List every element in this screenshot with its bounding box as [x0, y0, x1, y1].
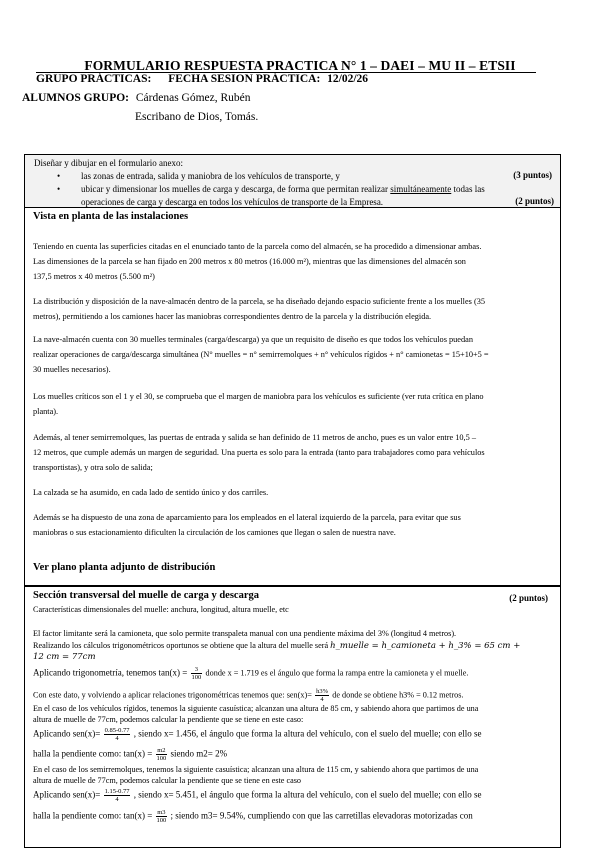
main-heading: Vista en planta de las instalaciones — [33, 211, 189, 222]
task-bullet-1-points: (3 puntos) — [513, 170, 552, 180]
paragraph-line: 30 muelles necesarios). — [33, 365, 111, 374]
section-line: En el caso de los semirremolques, tenemos la siguiente casuística; alcanzan una altura de 115 cm, y sabiendo ahora que partimos de una — [33, 765, 479, 774]
fecha-label: FECHA SESION PRÁCTICA: — [168, 73, 321, 85]
task-bullet-2 — [81, 183, 485, 196]
section-line — [33, 639, 520, 653]
section-points: (2 puntos) — [509, 593, 548, 603]
paragraph-line: transportistas), y otra solo de salida; — [33, 463, 153, 472]
denominator: 4 — [115, 796, 119, 803]
formula-h-muelle: h_muelle = h_camioneta + h_3% = 65 cm + — [330, 641, 521, 651]
alumno-1: Cárdenas Gómez, Rubén — [135, 92, 251, 104]
grupo-line — [36, 73, 382, 85]
numerator: h3% — [316, 688, 328, 695]
task-bullet-2-line2: operaciones de carga y descarga en todos los vehículos de transporte de la Empresa. — [81, 197, 384, 207]
section-line — [33, 747, 227, 762]
paragraph — [33, 485, 555, 500]
section-line — [33, 688, 464, 703]
task-bullet-2-text: ubicar y dimensionar los muelles de carga y descarga, de forma que permitan realizar — [81, 184, 389, 194]
task-box — [24, 154, 561, 208]
section-line: altura de muelle de 77cm, podemos calcular la pendiente que se tiene en este caso: — [33, 715, 304, 724]
denominator: 100 — [156, 817, 167, 824]
paragraph — [33, 389, 555, 419]
paragraph-line: Además, al tener semirremolques, las puertas de entrada y salida se han definido de 11 metros de ancho, pues es un valor entre 10,5 – — [33, 433, 476, 442]
section-text: Realizando los cálculos trigonométricos oportunos se obtiene que la altura del muelle será — [33, 641, 329, 650]
task-bullet-2-underline: simultáneamente — [390, 184, 452, 194]
formula-result: 12 cm = 77cm — [33, 652, 96, 662]
section-text: halla la pendiente como: tan(x) = — [33, 810, 153, 821]
fraction — [156, 747, 168, 762]
paragraph-line: Además se ha dispuesto de una zona de aparcamiento para los empleados en el lateral izquierdo de la parcela, para evitar que sus — [33, 513, 461, 522]
paragraph-line: maniobras o sus estacionamiento dificulten la circulación de los camiones que llegan o salen de nuestra nave. — [33, 528, 396, 537]
denominator: 4 — [320, 696, 324, 703]
numerator: 3 — [191, 666, 203, 674]
fraction — [104, 727, 131, 742]
fraction — [104, 788, 131, 803]
paragraph — [33, 239, 555, 284]
main-box — [24, 208, 561, 586]
section-line: En el caso de los vehículos rígidos, tenemos la siguiente casuística; alcanzan una altura de 85 cm, y sabiendo ahora que partimos de una — [33, 704, 479, 713]
section-text: halla la pendiente como: tan(x) = — [33, 748, 153, 759]
task-intro: Diseñar y dibujar en el formulario anexo: — [34, 158, 183, 168]
numerator: m2 — [157, 747, 166, 754]
bullet-dot: • — [57, 171, 61, 181]
fraction — [315, 688, 329, 703]
task-bullet-2-tail: todas las — [453, 184, 485, 194]
denominator: 100 — [191, 674, 202, 681]
bullet-dot: • — [57, 184, 61, 194]
section-line: altura de muelle de 77cm, podemos calcular la pendiente que se tiene en este caso — [33, 776, 302, 785]
grupo-label: GRUPO PRÁCTICAS: — [36, 73, 152, 85]
section-text: Aplicando sen(x)= — [33, 789, 101, 800]
paragraph — [33, 294, 555, 324]
fraction — [191, 666, 203, 681]
section-text: donde x = 1.719 es el ángulo que forma la rampa entre la camioneta y el muelle. — [205, 668, 469, 678]
paragraph-line: realizar operaciones de carga/descarga simultánea (N° muelles = n° semirremolques + n° vehículos rígidos + n° camionetas = 15+10+5 = — [33, 350, 489, 359]
section-box — [24, 586, 561, 848]
alumnos-label: ALUMNOS GRUPO: — [22, 92, 130, 104]
paragraph-line: La distribución y disposición de la nave-almacén dentro de la parcela, se ha diseñado dejando espacio suficiente frente a los muelles (35 — [33, 297, 486, 306]
fecha-value: 12/02/26 — [327, 73, 369, 85]
paragraph — [33, 332, 555, 377]
paragraph-line: Las dimensiones de la parcela se han fijado en 200 metros x 80 metros (16.000 m²), mientras que las dimensiones del almacén son — [33, 257, 466, 266]
section-line: El factor limitante será la camioneta, que solo permite transpaleta manual con una pendiente máxima del 3% (longitud 4 metros). — [33, 629, 457, 638]
paragraph-line: La calzada se ha asumido, en cada lado de sentido único y dos carriles. — [33, 488, 269, 497]
fraction — [156, 809, 168, 824]
paragraph — [33, 510, 555, 540]
section-text: de donde se obtiene h3% = 0.12 metros. — [332, 690, 464, 700]
task-bullet-1: las zonas de entrada, salida y maniobra de los vehículos de transporte, y — [81, 171, 340, 181]
section-text: Aplicando sen(x)= — [33, 728, 101, 739]
paragraph — [33, 430, 555, 475]
section-text: Con este dato, y volviendo a aplicar relaciones trigonométricas tenemos que: sen(x)= — [33, 690, 312, 700]
section-line — [33, 788, 481, 803]
section-subtitle: Características dimensionales del muelle: anchura, longitud, altura muelle, etc — [33, 605, 289, 614]
paragraph-line: 137,5 metros x 40 metros (5.500 m²) — [33, 272, 155, 281]
document-title: FORMULARIO RESPUESTA PRACTICA N° 1 – DAEI – MU II – ETSII — [84, 58, 516, 73]
paragraph-line: 12 metros, que cumple además un margen de seguridad. Una puerta es solo para la entrada (tanto para trabajadores como para vehículos — [33, 448, 485, 457]
section-text: , siendo x= 1.456, el ángulo que forma la altura del vehículo, con el suelo del muelle; con ello se — [133, 728, 482, 739]
alumnos-line — [22, 92, 251, 104]
section-heading: Sección transversal del muelle de carga y descarga — [33, 590, 259, 601]
plano-heading: Ver plano planta adjunto de distribución — [33, 562, 216, 573]
paragraph-line: planta). — [33, 407, 59, 416]
paragraph-line: Teniendo en cuenta las superficies citadas en el enunciado tanto de la parcela como del almacén, se ha procedido a dimensionar ambas. — [33, 242, 482, 251]
section-line — [33, 666, 468, 681]
section-text: ; siendo m3= 9.54%, cumpliendo con que las carretillas elevadoras motorizadas con — [170, 810, 473, 821]
numerator: 0.85-0.77 — [104, 727, 130, 734]
paragraph-line: La nave-almacén cuenta con 30 muelles terminales (carga/descarga) ya que un requisito de diseño es que todos los vehículos puedan — [33, 335, 473, 344]
numerator: 1.15-0.77 — [104, 788, 130, 795]
paragraph-line: Los muelles críticos son el 1 y el 30, se comprueba que el margen de maniobra para los vehículos es suficiente (ver ruta crítica en plano — [33, 392, 484, 401]
paragraph-line: metros), permitiendo a los camiones hacer las maniobras correspondientes dentro de la parcela y la distribución elegida. — [33, 312, 432, 321]
alumno-2: Escribano de Dios, Tomás. — [135, 111, 259, 123]
denominator: 100 — [156, 755, 167, 762]
section-text: Aplicando trigonometría, tenemos tan(x) = — [33, 667, 188, 678]
denominator: 4 — [115, 735, 119, 742]
task-bullet-2-points: (2 puntos) — [515, 196, 554, 206]
section-line — [33, 809, 473, 824]
section-text: siendo m2= 2% — [170, 748, 228, 759]
section-text: , siendo x= 5.451, el ángulo que forma la altura del vehículo, con el suelo del muelle; con ello se — [133, 789, 482, 800]
section-line — [33, 727, 481, 742]
numerator: m3 — [157, 809, 166, 816]
